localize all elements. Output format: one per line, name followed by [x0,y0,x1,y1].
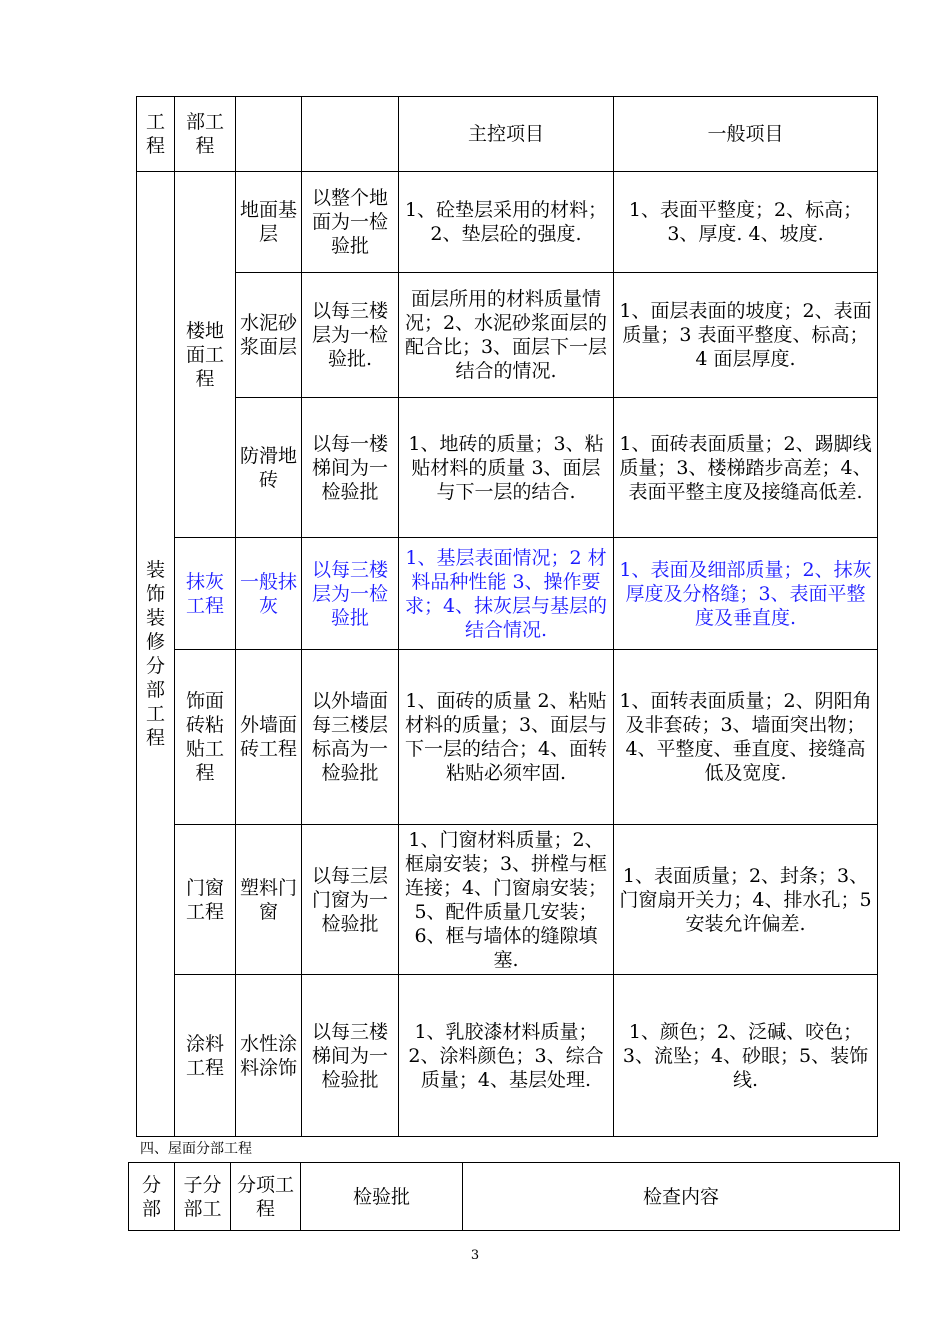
sub-division-cell: 门窗工程 [175,825,236,975]
main-items-cell: 面层所用的材料质量情况；2、水泥砂浆面层的配合比；3、面层下一层结合的情况. [399,273,614,398]
batch-cell: 以每三楼层为一检验批. [302,273,399,398]
roof-section-title: 四、屋面分部工程 [140,1141,252,1157]
general-items-cell: 1、表面平整度；2、标高；3、厚度. 4、坡度. [614,172,878,273]
batch-cell: 以每三楼梯间为一检验批 [302,975,399,1137]
batch-cell: 以外墙面每三楼层标高为一检验批 [302,650,399,825]
main-items-cell: 1、基层表面情况；2 材料品种性能 3、操作要求；4、抹灰层与基层的结合情况. [399,538,614,650]
roof-header-sub-division: 子分部工 [175,1163,231,1231]
header-general-items: 一般项目 [614,97,878,172]
acceptance-table [136,96,878,1137]
item-cell: 塑料门窗 [236,825,302,975]
main-items-cell: 1、门窗材料质量；2、框扇安装；3、拼樘与框连接；4、门窗扇安装；5、配件质量几安装；6、框与墙体的缝隙填塞. [399,825,614,975]
batch-cell: 以每三层门窗为一检验批 [302,825,399,975]
table-header-row [137,97,878,172]
item-cell: 一般抹灰 [236,538,302,650]
item-cell: 外墙面砖工程 [236,650,302,825]
roof-header-division: 分部 [129,1163,175,1231]
item-cell: 地面基层 [236,172,302,273]
roof-header-batch: 检验批 [301,1163,463,1231]
roof-table-header-row [129,1163,900,1231]
header-project: 工程 [137,97,175,172]
sub-division-cell: 抹灰工程 [175,538,236,650]
division-cell: 装饰装修分部工程 [137,172,175,1137]
sub-division-cell: 楼地面工程 [175,172,236,538]
table-row [137,172,878,273]
header-main-items: 主控项目 [399,97,614,172]
roof-table [128,1162,900,1231]
roof-header-content: 检查内容 [463,1163,900,1231]
item-cell: 水性涂料涂饰 [236,975,302,1137]
main-items-cell: 1、乳胶漆材料质量；2、涂料颜色；3、综合质量；4、基层处理. [399,975,614,1137]
roof-header-item: 分项工程 [231,1163,301,1231]
table-row [137,650,878,825]
table-row [137,975,878,1137]
batch-cell: 以整个地面为一检验批 [302,172,399,273]
main-items-cell: 1、面砖的质量 2、粘贴材料的质量；3、面层与下一层的结合；4、面转粘贴必须牢固. [399,650,614,825]
general-items-cell: 1、面砖表面质量；2、踢脚线质量；3、楼梯踏步高差；4、表面平整主度及接缝高低差. [614,398,878,538]
header-sub-division: 部工程 [175,97,236,172]
item-cell: 水泥砂浆面层 [236,273,302,398]
page-number: 3 [470,1248,480,1263]
batch-cell: 以每三楼层为一检验批 [302,538,399,650]
main-items-cell: 1、地砖的质量；3、粘贴材料的质量 3、面层与下一层的结合. [399,398,614,538]
header-empty-2 [302,97,399,172]
header-empty-1 [236,97,302,172]
general-items-cell: 1、表面及细部质量；2、抹灰厚度及分格缝；3、表面平整度及垂直度. [614,538,878,650]
item-cell: 防滑地砖 [236,398,302,538]
general-items-cell: 1、面转表面质量；2、阴阳角及非套砖；3、墙面突出物；4、平整度、垂直度、接缝高低及宽度. [614,650,878,825]
batch-cell: 以每一楼梯间为一检验批 [302,398,399,538]
sub-division-cell: 涂料工程 [175,975,236,1137]
general-items-cell: 1、表面质量；2、封条；3、门窗扇开关力；4、排水孔；5 安装允许偏差. [614,825,878,975]
general-items-cell: 1、颜色；2、泛碱、咬色；3、流坠；4、砂眼；5、装饰线. [614,975,878,1137]
table-row [137,398,878,538]
table-row [137,825,878,975]
general-items-cell: 1、面层表面的坡度；2、表面质量；3 表面平整度、标高；4 面层厚度. [614,273,878,398]
table-row [137,273,878,398]
table-row-highlighted [137,538,878,650]
main-items-cell: 1、砼垫层采用的材料；2、垫层砼的强度. [399,172,614,273]
sub-division-cell: 饰面砖粘贴工程 [175,650,236,825]
